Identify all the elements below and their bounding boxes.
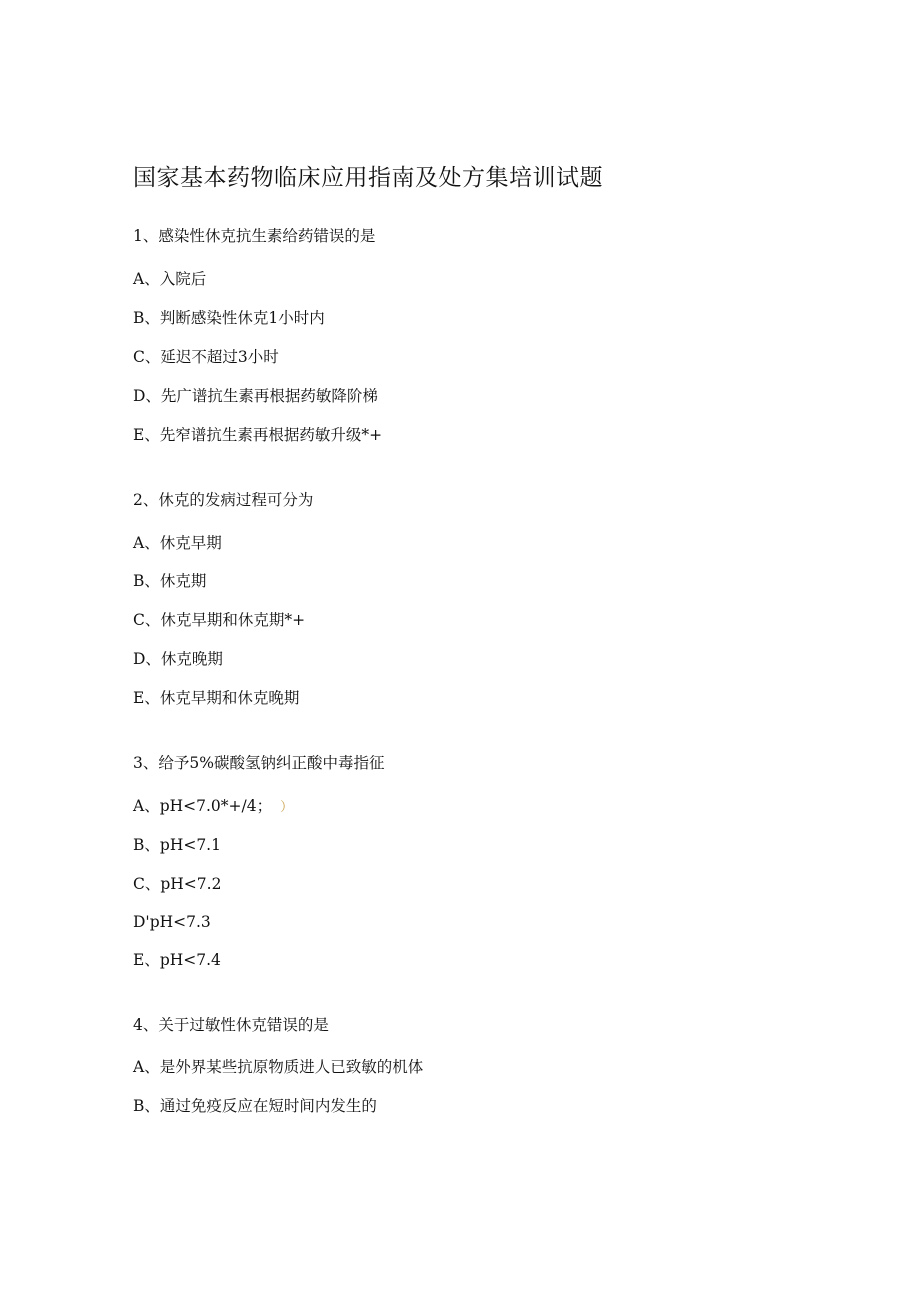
question-2-option-a: A、休克早期 (133, 534, 222, 552)
question-4-option-a: A、是外界某些抗原物质进人已致敏的机体 (133, 1058, 424, 1076)
question-2-option-d: D、休克晚期 (133, 650, 223, 668)
question-3-option-b: B、pH<7.1 (133, 836, 221, 854)
question-3-option-a-row (133, 796, 293, 818)
question-3-option-a: A、pH<7.0*+/4； (133, 797, 273, 815)
question-2-option-c: C、休克早期和休克期*+ (133, 611, 306, 629)
question-4-stem: 4、关于过敏性休克错误的是 (133, 1016, 329, 1034)
question-3-stem: 3、给予5%碳酸氢钠纠正酸中毒指征 (133, 754, 385, 772)
question-3-option-e: E、pH<7.4 (133, 951, 221, 969)
question-3-option-mark: ） (280, 800, 294, 815)
question-1-option-b: B、判断感染性休克1小时内 (133, 309, 325, 327)
question-3-option-d: D'pH<7.3 (133, 913, 211, 931)
question-1-option-d: D、先广谱抗生素再根据药敏降阶梯 (133, 387, 378, 405)
question-1-option-e: E、先窄谱抗生素再根据药敏升级*+ (133, 426, 383, 444)
question-2-option-e: E、休克早期和休克晚期 (133, 689, 300, 707)
question-3-option-c: C、pH<7.2 (133, 875, 222, 893)
question-1-option-a: A、入院后 (133, 270, 207, 288)
question-2-option-b: B、休克期 (133, 572, 207, 590)
question-4-option-b: B、通过免疫反应在短时间内发生的 (133, 1097, 377, 1115)
question-1-option-c: C、延迟不超过3小时 (133, 348, 279, 366)
document-title: 国家基本药物临床应用指南及处方集培训试题 (133, 165, 603, 191)
question-1-stem: 1、感染性休克抗生素给药错误的是 (133, 227, 376, 245)
question-2-stem: 2、休克的发病过程可分为 (133, 491, 314, 509)
